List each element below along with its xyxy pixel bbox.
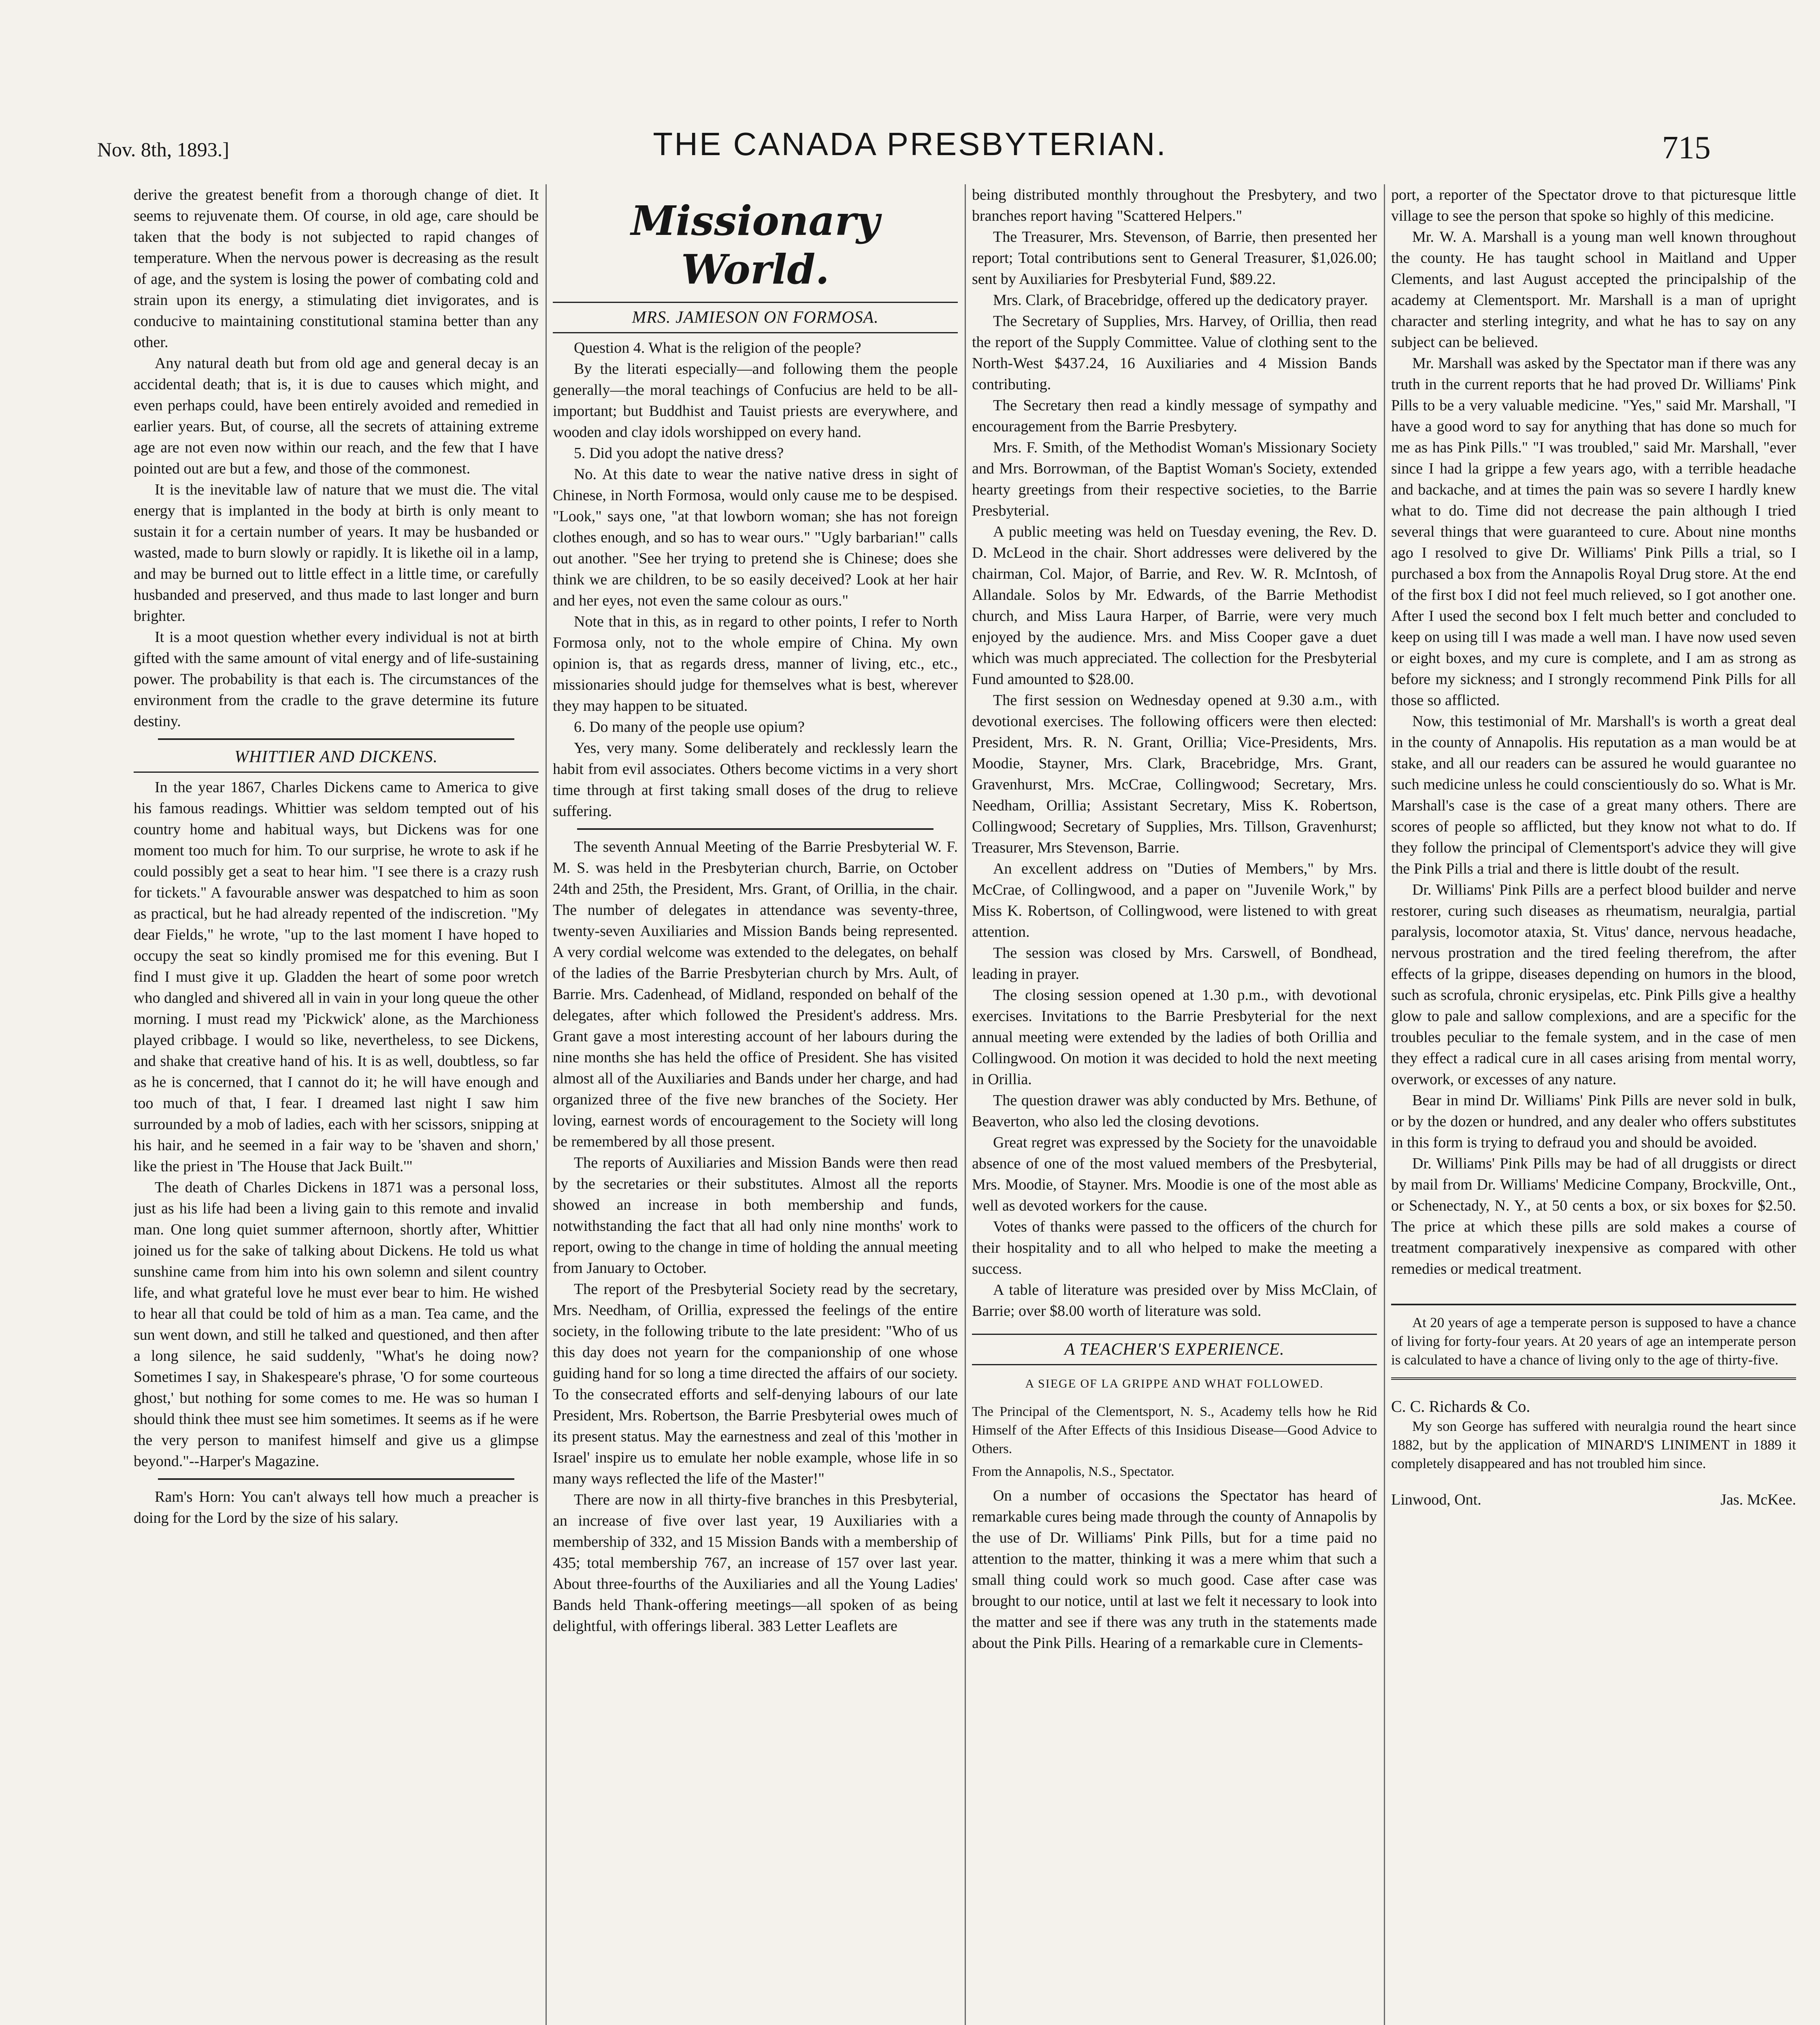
column-2 xyxy=(553,184,958,2025)
article-paragraph: Great regret was expressed by the Society for the unavoidable absence of one of the most valued members of the Presbyterial, Mrs. Moodie, of Stayner. Mrs. Moodie is one of the most able as well as devoted workers for the cause. xyxy=(972,1134,1377,1214)
article-paragraph: It is the inevitable law of nature that we must die. The vital energy that is implanted in the body at birth is only meant to sustain it for a certain number of years. It may be husbanded or wasted, made to burn slowly or rapidly. It is likethe oil in a lamp, and may be burned out to little effect in a little time, or carefully husbanded and preserved, and thus made to last longer and burn brighter. xyxy=(134,481,539,625)
advertisement-body: My son George has suffered with neuralgia round the heart since 1882, but by the application of MINARD'S LINIMENT in 1889 it completely disappeared and has not troubled him since. xyxy=(1391,1418,1796,1471)
column-divider xyxy=(1384,184,1385,2025)
article-heading-formosa: MRS. JAMIESON ON FORMOSA. xyxy=(632,308,879,327)
issue-date: Nov. 8th, 1893.] xyxy=(97,138,229,161)
section-rule xyxy=(158,1478,514,1480)
column-divider xyxy=(965,184,966,2025)
article-paragraph: Mr. W. A. Marshall is a young man well known throughout the county. He has taught school in Maitland and Upper Clements, and last August accepted the principalship of the academy at Clementsport. Mr. Marshall is a man of upright character and sterling integrity, and what he has to say on any subject can be believed. xyxy=(1391,228,1796,351)
heading-rule xyxy=(553,332,958,333)
article-paragraph: In the year 1867, Charles Dickens came to America to give his famous readings. Whittier was seldom tempted out of his country home and habitual ways, but Dickens was for one moment too much for him. To our surprise, he wrote to ask if he could possibly get a seat to hear him. "I see there is a crazy rush for tickets." A favourable answer was despatched to him as soon as practical, but he had already repented of the indiscretion. "My dear Fields," he wrote, "up to the last moment I have hoped to occupy the seat so kindly promised me for this evening. But I find I must give it up. Gladden the heart of some poor wretch who dangled and shivered all in vain in your long queue the other morning. I must read my 'Pickwick' alone, as the Marchioness played cribbage. I would so like, nevertheless, to see Dickens, and shake that creative hand of his. It is as well, doubtless, so far as he is concerned, that I cannot do it; he will have enough and too much of that, I fear. I dreamed last night I saw him surrounded by a mob of ladies, each with her scissors, snipping at his hair, and he seemed in a fair way to be 'shaven and shorn,' like the priest in 'The House that Jack Built.'" xyxy=(134,779,539,1175)
article-paragraph: The session was closed by Mrs. Carswell, of Bondhead, leading in prayer. xyxy=(972,944,1377,983)
article-paragraph: An excellent address on "Duties of Members," by Mrs. McCrae, of Collingwood, and a paper on "Juvenile Work," by Miss K. Robertson, of Collingwood, were listened to with great attention. xyxy=(972,860,1377,940)
article-paragraph: 5. Did you adopt the native dress? xyxy=(574,445,784,462)
section-rule xyxy=(577,828,933,830)
article-paragraph: It is a moot question whether every individual is not at birth gifted with the same amount of vital energy and of life-sustaining power. The probability is that each is. The circumstances of the environment from the cradle to the grave determine its future destiny. xyxy=(134,629,539,730)
article-heading-teacher: A TEACHER'S EXPERIENCE. xyxy=(1064,1340,1285,1359)
article-paragraph: Now, this testimonial of Mr. Marshall's is worth a great deal in the county of Annapolis. His reputation as a man would be at stake, and all our readers can be assured he would guarantee no such medicine unless he could conscientiously do so. What is Mr. Marshall's case is the case of a great many others. There are scores of people so afflicted, but they know not what to do. If they follow the principal of Clementsport's advice they will give the Pink Pills a trial and there is little doubt of the result. xyxy=(1391,713,1796,877)
article-heading-whittier: WHITTIER AND DICKENS. xyxy=(234,748,438,766)
article-paragraph: Mrs. Clark, of Bracebridge, offered up the dedicatory prayer. xyxy=(993,292,1368,309)
column-4 xyxy=(1391,184,1796,2025)
masthead xyxy=(97,122,1723,186)
article-paragraph: port, a reporter of the Spectator drove to that picturesque little village to see the person that spoke so highly of this medicine. xyxy=(1391,186,1796,224)
column-3 xyxy=(972,184,1377,2025)
column-1 xyxy=(134,184,539,2025)
temperance-note-box xyxy=(1391,1304,1796,1380)
article-paragraph: Dr. Williams' Pink Pills may be had of all druggists or direct by mail from Dr. Williams' Medicine Company, Brockville, Ont., or Schenectady, N. Y., at 50 cents a box, or six boxes for $2.50. The price at which these pills are sold makes a course of treatment comparatively inexpensive as compared with other remedies or medical treatment. xyxy=(1391,1155,1796,1277)
article-subheading: A SIEGE OF LA GRIPPE AND WHAT FOLLOWED. xyxy=(1025,1377,1324,1390)
column-divider xyxy=(546,184,547,2025)
article-paragraph: being distributed monthly throughout the Presbytery, and two branches report having "Scattered Helpers." xyxy=(972,186,1377,224)
article-paragraph: Votes of thanks were passed to the officers of the church for their hospitality and to all who helped to make the meeting a success. xyxy=(972,1218,1377,1277)
heading-rule xyxy=(553,302,958,303)
advertisement-signature: Jas. McKee. xyxy=(1720,1491,1796,1508)
article-paragraph: The closing session opened at 1.30 p.m., with devotional exercises. Invitations to the Barrie Presbyterial for the next annual meeting were extended by the ladies of both Orillia and Collingwood. On motion it was decided to hold the next meeting in Orillia. xyxy=(972,987,1377,1088)
article-paragraph: By the literati especially—and following them the people generally—the moral teachings of Confucius are held to be all-important; but Buddhist and Tauist priests are everywhere, and wooden and clay idols worshipped on every hand. xyxy=(553,360,958,441)
article-paragraph: The Treasurer, Mrs. Stevenson, of Barrie, then presented her report; Total contributions sent to General Treasurer, $1,026.00; sent by Auxiliaries for Presbyterial Fund, $89.22. xyxy=(972,228,1377,288)
article-source: From the Annapolis, N.S., Spectator. xyxy=(972,1464,1174,1479)
heading-rule xyxy=(134,772,539,773)
section-rule xyxy=(158,738,514,740)
heading-rule xyxy=(972,1364,1377,1365)
article-paragraph: Mrs. F. Smith, of the Methodist Woman's Missionary Society and Mrs. Borrowman, of the Baptist Woman's Society, extended hearty greetings from their respective societies, to the Barrie Presbyterial. xyxy=(972,439,1377,519)
article-paragraph: The first session on Wednesday opened at 9.30 a.m., with devotional exercises. The following officers were then elected: President, Mrs. R. N. Grant, Orillia; Vice-Presidents, Mrs. Moodie, Stayner, Mrs. Clark, Bracebridge, Mrs. Grant, Gravenhurst, Mrs. McCrae, Collingwood; Secretary, Mrs. Needham, Orillia; Assistant Secretary, Miss K. Robertson, Collingwood; Secretary of Supplies, Mrs. Tillson, Gravenhurst; Treasurer, Mrs Stevenson, Barrie. xyxy=(972,692,1377,856)
advertisement-signature-line xyxy=(1391,1489,1796,1510)
article-paragraph: Question 4. What is the religion of the people? xyxy=(574,339,861,356)
article-paragraph: The seventh Annual Meeting of the Barrie Presbyterial W. F. M. S. was held in the Presbyterian church, Barrie, on October 24th and 25th, the President, Mrs. Grant, of Orillia, in the chair. The number of delegates in attendance was seventy-three, twenty-seven Auxiliaries and Mission Bands being represented. A very cordial welcome was extended to the delegates, on behalf of the ladies of the Barrie Presbyterian church by Mrs. Ault, of Barrie. Mrs. Cadenhead, of Midland, responded on behalf of the delegates, after which followed the President's address. Mrs. Grant gave a most interesting account of her labours during the nine months she has held the office of President. She has visited almost all of the Auxiliaries and Bands under her charge, and had organized three of the five new branches of the Society. Her loving, earnest words of encouragement to the Society will long be remembered by all those present. xyxy=(553,838,958,1150)
article-paragraph: The Secretary then read a kindly message of sympathy and encouragement from the Barrie Presbytery. xyxy=(972,397,1377,435)
temperance-note: At 20 years of age a temperate person is supposed to have a chance of living for forty-four years. At 20 years of age an intemperate person is calculated to have a chance of living only to the age of thirty-five. xyxy=(1391,1315,1796,1368)
section-title-missionary-world: Missionary World. xyxy=(631,197,880,293)
article-paragraph: derive the greatest benefit from a thorough change of diet. It seems to rejuvenate them. Of course, in old age, care should be taken that the body is not subjected to rapid changes of temperature. When the nervous power is decreasing as the result of age, and the system is losing the power of combating cold and strain upon its energy, a stimulating diet invigorates, and is conducive to maintaining constitutional stamina better than any other. xyxy=(134,186,539,351)
article-paragraph: Note that in this, as in regard to other points, I refer to North Formosa only, not to the whole empire of China. My own opinion is, that as regards dress, manner of living, etc., etc., missionaries should judge for themselves what is best, wherever they may happen to be situated. xyxy=(553,613,958,714)
article-paragraph: 6. Do many of the people use opium? xyxy=(574,718,805,735)
article-paragraph: Any natural death but from old age and general decay is an accidental death; that is, it is due to causes which might, and even perhaps could, have been entirely avoided and remedied in earlier years. But, of course, all the secrets of attaining extreme age are not even now within our reach, and the few that I have pointed out are but a few, and those of the commonest. xyxy=(134,355,539,477)
article-paragraph: The death of Charles Dickens in 1871 was a personal loss, just as his life had been a living gain to this remote and invalid man. One long quiet summer afternoon, shortly after, Whittier joined us for the sake of talking about Dickens. He told us what sunshine came from him into his own solemn and silent country life, and what grateful love he must ever bear to him. He wished to hear all that could be told of him as a man. Tea came, and the sun went down, and still he talked and questioned, and then after a long silence, he said suddenly, "What's he doing now? Sometimes I say, in Shakespeare's phrase, 'O for some courteous ghost,' but nothing for some comes to me. He was so human I should think thee must see him sometimes. It seems as if he were the very person to manifest himself and give us a glimpse beyond."--Harper's Magazine. xyxy=(134,1179,539,1470)
article-paragraph: Mr. Marshall was asked by the Spectator man if there was any truth in the current reports that he had proved Dr. Williams' Pink Pills to be a very valuable medicine. "Yes," said Mr. Marshall, "I have a good word to say for anything that has done so much for me as has Pink Pills." "I was troubled," said Mr. Marshall, "ever since I had la grippe a few years ago, with a terrible headache and backache, and at times the pain was so severe I hardly knew what to do. Time did not decrease the pain although I tried several things that were guaranteed to cure. About nine months ago I resolved to give Dr. Williams' Pink Pills a trial, so I purchased a box from the Annapolis Royal Drug store. At the end of the first box I did not feel much relieved, so I got another one. After I used the second box I felt much better and concluded to keep on using till I was made a well man. I have now used seven or eight boxes, and my cure is complete, and I am as strong as before my sickness; and I strongly recommend Pink Pills for all those so afflicted. xyxy=(1391,355,1796,709)
closing-note: Ram's Horn: You can't always tell how much a preacher is doing for the Lord by the size of his salary. xyxy=(134,1488,539,1526)
page-number: 715 xyxy=(1662,130,1711,166)
article-paragraph: Yes, very many. Some deliberately and recklessly learn the habit from evil associates. Others become victims in a very short time through at first taking small doses of the drug to relieve suffering. xyxy=(553,740,958,820)
newspaper-title: THE CANADA PRESBYTERIAN. xyxy=(653,126,1167,162)
article-paragraph: Dr. Williams' Pink Pills are a perfect blood builder and nerve restorer, curing such diseases as rheumatism, neuralgia, partial paralysis, locomotor ataxia, St. Vitus' dance, nervous headache, nervous prostration and the tired feeling therefrom, the after effects of la grippe, diseases depending on humors in the blood, such as scrofula, chronic erysipelas, etc. Pink Pills give a healthy glow to pale and sallow complexions, and are a specific for the troubles peculiar to the female system, and in the case of men they effect a radical cure in all cases arising from mental worry, overwork, or excesses of any nature. xyxy=(1391,881,1796,1088)
article-paragraph: The reports of Auxiliaries and Mission Bands were then read by the secretaries or their substitutes. Almost all the reports showed an increase in both membership and funds, notwithstanding the fact that all had only nine months' work to report, owing to the change in time of holding the annual meeting from January to October. xyxy=(553,1154,958,1277)
article-paragraph: No. At this date to wear the native native dress in sight of Chinese, in North Formosa, would only cause me to be despised. "Look," says one, "at that lowborn woman; she has not foreign clothes enough, and so has to wear ours." "Ugly barbarian!" calls out another. "See her trying to pretend she is Chinese; does she think we are children, to be so easily deceived? Look at her hair and her eyes, not even the same colour as ours." xyxy=(553,466,958,609)
article-paragraph: A table of literature was presided over by Miss McClain, of Barrie; over $8.00 worth of literature was sold. xyxy=(972,1281,1377,1319)
heading-rule xyxy=(972,1334,1377,1335)
article-paragraph: The question drawer was ably conducted by Mrs. Bethune, of Beaverton, who also led the closing devotions. xyxy=(972,1092,1377,1130)
article-paragraph: There are now in all thirty-five branches in this Presbyterial, an increase of five over last year, 19 Auxiliaries with a membership of 332, and 15 Mission Bands with a membership of 435; total membership 767, an increase of 157 over last year. About three-fourths of the Auxiliaries and all the Young Ladies' Bands held Thank-offering meetings—all spoken of as being delightful, with offerings liberal. 383 Letter Leaflets are xyxy=(553,1491,958,1635)
article-paragraph: A public meeting was held on Tuesday evening, the Rev. D. D. McLeod in the chair. Short addresses were delivered by the chairman, Col. Major, of Barrie, and Rev. W. R. McIntosh, of Allandale. Solos by Mr. Edwards, of the Barrie Methodist church, and Miss Laura Harper, of Barrie, were very much enjoyed by the audience. Mrs. and Miss Cooper gave a duet which was much appreciated. The collection for the Presbyterial Fund amounted to $28.00. xyxy=(972,523,1377,688)
advertisement-place: Linwood, Ont. xyxy=(1391,1491,1481,1508)
article-paragraph: Bear in mind Dr. Williams' Pink Pills are never sold in bulk, or by the dozen or hundred, and any dealer who offers substitutes in this form is trying to defraud you and should be avoided. xyxy=(1391,1092,1796,1151)
article-paragraph: The Secretary of Supplies, Mrs. Harvey, of Orillia, then read the report of the Supply Committee. Value of clothing sent to the North-West $437.24, 16 Auxiliaries and 4 Mission Bands contributing. xyxy=(972,313,1377,393)
article-paragraph: The report of the Presbyterial Society read by the secretary, Mrs. Needham, of Orillia, expressed the feelings of the entire society, in the following tribute to the late president: "Who of us this day does not yearn for the companionship of one whose guiding hand for so long a time directed the affairs of our society. To the consecrated efforts and self-denying labours of our late President, Mrs. Robertson, the Barrie Presbyterial owes much of its present status. May the earnestness and zeal of this 'mother in Israel' inspire us to emulate her noble example, whose life in so many ways reflected the life of the Master!" xyxy=(553,1281,958,1487)
article-deck: The Principal of the Clementsport, N. S., Academy tells how he Rid Himself of the After Effects of this Insidious Disease—Good Advice to Others. xyxy=(972,1404,1377,1456)
article-paragraph: On a number of occasions the Spectator has heard of remarkable cures being made through the county of Annapolis by the use of Dr. Williams' Pink Pills, but for a time paid no attention to the matter, thinking it was a mere whim that such a small thing could work so much good. Case after case was brought to our notice, until at last we felt it necessary to look into the matter and see if there was any truth in the statements made about the Pink Pills. Hearing of a remarkable cure in Clements- xyxy=(972,1487,1377,1652)
advertisement-heading: C. C. Richards & Co. xyxy=(1391,1397,1530,1415)
